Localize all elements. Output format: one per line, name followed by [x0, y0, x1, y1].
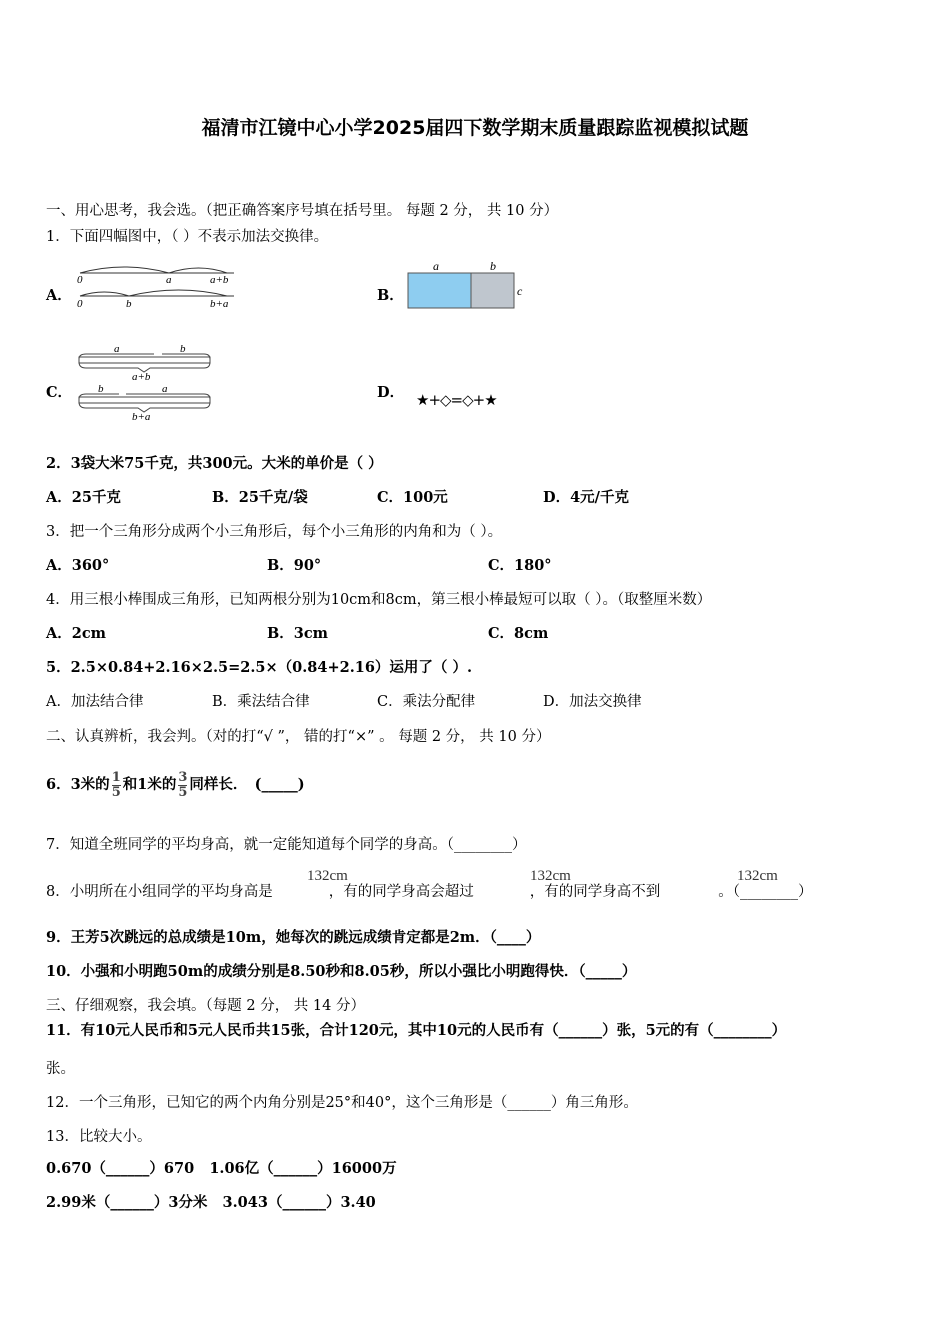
axis-label: a [166, 274, 172, 286]
bracket-label: b+a [132, 411, 151, 422]
bracket-label: b [180, 343, 186, 355]
q8-text: ，有的同学身高会超过 [328, 884, 474, 900]
q6-text: 6．3米的 [46, 776, 110, 793]
q13-row-1: 0.670（______）670 1.06亿（______）16000万 [46, 1160, 397, 1177]
q2-option-b: B．25千克/袋 [212, 489, 308, 506]
section3-heading: 三、仔细观察，我会填。（每题 2 分， 共 14 分） [46, 998, 365, 1014]
q5-option-b: B．乘法结合律 [212, 694, 310, 710]
q7-stem: 7．知道全班同学的平均身高，就一定能知道每个同学的身高。（________） [46, 837, 527, 853]
axis-label: 0 [77, 274, 83, 286]
q8-text: ，有的同学身高不到 [529, 884, 661, 900]
side-label-a: a [433, 259, 439, 273]
denominator: 5 [111, 784, 121, 800]
side-label-c: c [517, 284, 523, 298]
q1-option-a-diagram [74, 262, 244, 314]
q11-stem-continued: 张。 [46, 1061, 75, 1077]
height-value: 132cm [307, 868, 348, 884]
q4-stem: 4．用三根小棒围成三角形，已知两根分别为10cm和8cm，第三根小棒最短可以取（ ）。（取整厘米数） [46, 592, 712, 608]
q4-option-b: B．3cm [267, 625, 329, 642]
q1-stem: 1．下面四幅图中，（ ）不表示加法交换律。 [46, 229, 329, 245]
bracket-label: a+b [132, 371, 151, 383]
q5-option-c: C．乘法分配律 [377, 694, 476, 710]
side-label-b: b [490, 259, 496, 273]
q1-option-a-label: A． [46, 287, 72, 304]
axis-label: b [126, 298, 132, 310]
page-title: 福清市江镜中心小学2025届四下数学期末质量跟踪监视模拟试题 [201, 117, 749, 139]
q1-option-c-label: C． [46, 384, 73, 401]
q1-option-b-label: B． [377, 287, 404, 304]
q1-option-c-diagram [74, 340, 219, 422]
fraction [178, 771, 187, 800]
section1-heading: 一、用心思考，我会选。（把正确答案序号填在括号里。 每题 2 分， 共 10 分） [46, 203, 559, 219]
q13-stem: 13．比较大小。 [46, 1129, 152, 1145]
q11-stem: 11．有10元人民币和5元人民币共15张，合计120元，其中10元的人民币有（______）张，5元的有（________） [46, 1022, 787, 1039]
q12-stem: 12．一个三角形，已知它的两个内角分别是25°和40°，这个三角形是（______）角三角形。 [46, 1095, 638, 1111]
q5-option-a: A．加法结合律 [46, 694, 144, 710]
axis-label: 0 [77, 298, 83, 310]
q3-stem: 3．把一个三角形分成两个小三角形后，每个小三角形的内角和为（ ）。 [46, 524, 503, 540]
axis-label: b+a [210, 298, 229, 310]
denominator: 5 [178, 784, 188, 800]
q3-option-a: A．360° [46, 557, 110, 574]
q2-option-d: D．4元/千克 [543, 489, 629, 506]
q4-option-c: C．8cm [488, 625, 549, 642]
q6-text: 同样长． (_____) [189, 776, 305, 793]
q5-stem: 5．2.5×0.84+2.16×2.5=2.5×（0.84+2.16）运用了（ ）. [46, 659, 473, 676]
q13-row-2: 2.99米（______）3分米 3.043（______）3.40 [46, 1194, 376, 1211]
q5-option-d: D．加法交换律 [543, 694, 642, 710]
q2-option-a: A．25千克 [46, 489, 121, 506]
numerator: 1 [111, 769, 121, 785]
q6-text: 和1米的 [122, 776, 177, 793]
height-value: 132cm [530, 868, 571, 884]
q3-option-b: B．90° [267, 557, 322, 574]
fraction [112, 771, 121, 800]
q8-text: 8．小明所在小组同学的平均身高是 [46, 884, 273, 900]
numerator: 3 [178, 769, 188, 785]
q6-stem [46, 752, 305, 818]
q2-option-c: C．100元 [377, 489, 448, 506]
q3-option-c: C．180° [488, 557, 552, 574]
q1-option-d-expression: ★+◇=◇+★ [416, 391, 497, 409]
q8-text: 。（________） [718, 884, 813, 900]
axis-label: a+b [210, 274, 229, 286]
bracket-label: a [114, 343, 120, 355]
q1-option-d-label: D． [377, 384, 405, 401]
q10-stem: 10．小强和小明跑50m的成绩分别是8.50秒和8.05秒，所以小强比小明跑得快．（_____） [46, 963, 637, 980]
q9-stem: 9．王芳5次跳远的总成绩是10m，她每次的跳远成绩肯定都是2m．（____） [46, 929, 541, 946]
bracket-label: b [98, 383, 104, 395]
height-value: 132cm [737, 868, 778, 884]
q2-stem: 2．3袋大米75千克，共300元。大米的单价是（ ） [46, 455, 383, 472]
q8-stem [46, 882, 812, 902]
q1-option-b-diagram [400, 256, 530, 312]
bracket-label: a [162, 383, 168, 395]
q4-option-a: A．2cm [46, 625, 107, 642]
section2-heading: 二、认真辨析，我会判。（对的打“√ ”， 错的打“×” 。 每题 2 分， 共 10 分） [46, 729, 551, 745]
